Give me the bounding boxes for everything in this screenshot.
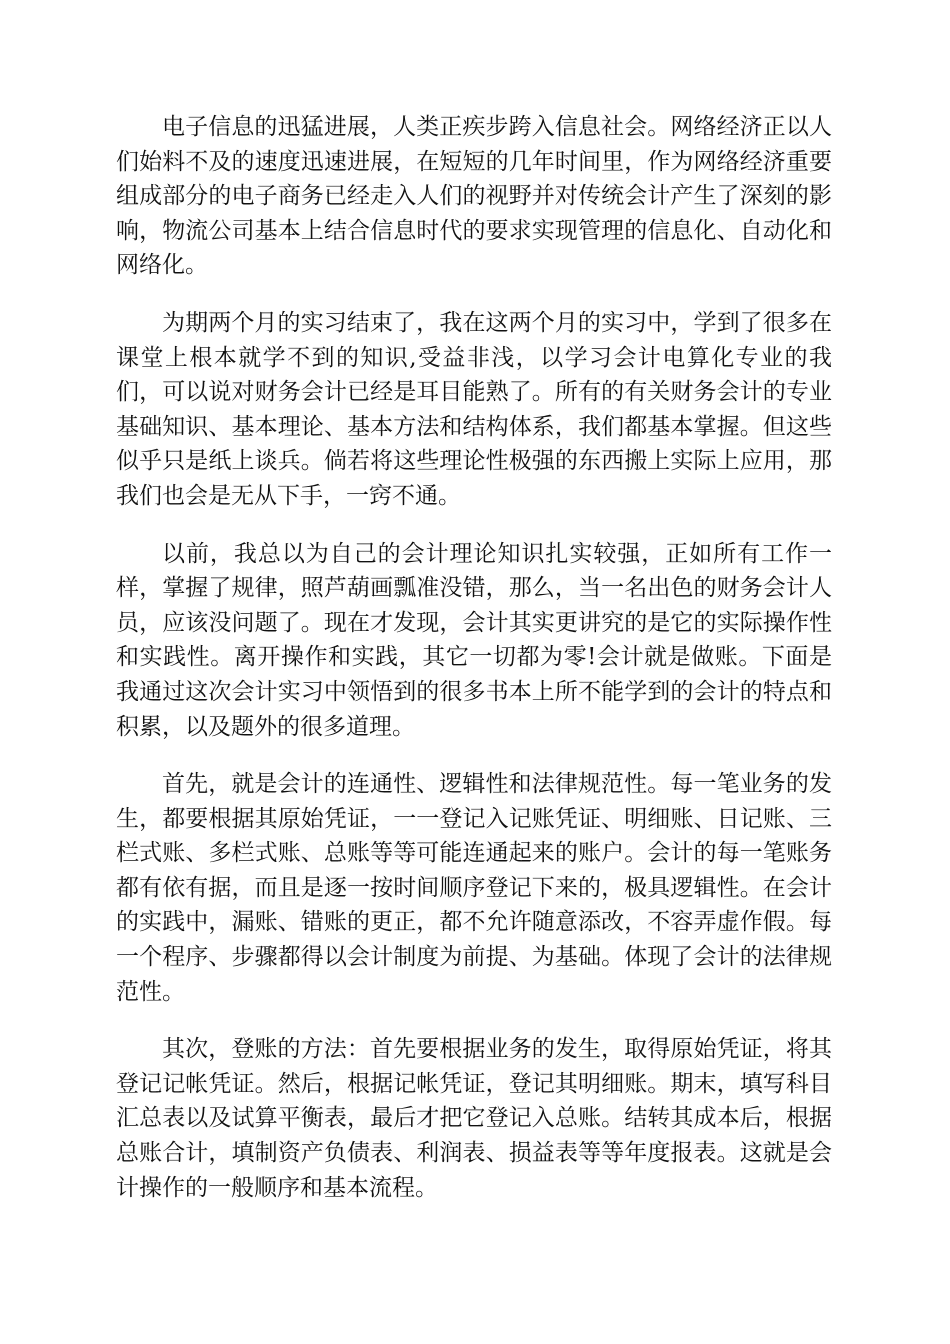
paragraph-1: 电子信息的迅猛进展，人类正疾步跨入信息社会。网络经济正以人们始料不及的速度迅速进展，在短短的几年时间里，作为网络经济重要组成部分的电子商务已经走入人们的视野并对传统会计产生了深刻的影响，物流公司基本上结合信息时代的要求实现管理的信息化、自动化和网络化。 [116,114,832,279]
paragraph-2: 为期两个月的实习结束了，我在这两个月的实习中，学到了很多在课堂上根本就学不到的知识,受益非浅，以学习会计电算化专业的我们，可以说对财务会计已经是耳目能熟了。所有的有关财务会计的专业基础知识、基本理论、基本方法和结构体系，我们都基本掌握。但这些似乎只是纸上谈兵。倘若将这些理论性极强的东西搬上实际上应用，那我们也会是无从下手，一窍不通。 [116,309,832,509]
paragraph-4: 首先，就是会计的连通性、逻辑性和法律规范性。每一笔业务的发生，都要根据其原始凭证，一一登记入记账凭证、明细账、日记账、三栏式账、多栏式账、总账等等可能连通起来的账户。会计的每一笔账务都有依有据，而且是逐一按时间顺序登记下来的，极具逻辑性。在会计的实践中，漏账、错账的更正，都不允许随意添改，不容弄虚作假。每一个程序、步骤都得以会计制度为前提、为基础。体现了会计的法律规范性。 [116,771,832,1005]
paragraph-3: 以前，我总以为自己的会计理论知识扎实较强，正如所有工作一样，掌握了规律，照芦葫画瓢准没错，那么，当一名出色的财务会计人员，应该没问题了。现在才发现，会计其实更讲究的是它的实际操作性和实践性。离开操作和实践，其它一切都为零!会计就是做账。下面是我通过这次会计实习中领悟到的很多书本上所不能学到的会计的特点和积累，以及题外的很多道理。 [116,540,832,740]
paragraph-5: 其次，登账的方法：首先要根据业务的发生，取得原始凭证，将其登记记帐凭证。然后，根据记帐凭证，登记其明细账。期末，填写科目汇总表以及试算平衡表，最后才把它登记入总账。结转其成本后，根据总账合计，填制资产负债表、利润表、损益表等等年度报表。这就是会计操作的一般顺序和基本流程。 [116,1036,832,1201]
document-body [116,110,832,1228]
